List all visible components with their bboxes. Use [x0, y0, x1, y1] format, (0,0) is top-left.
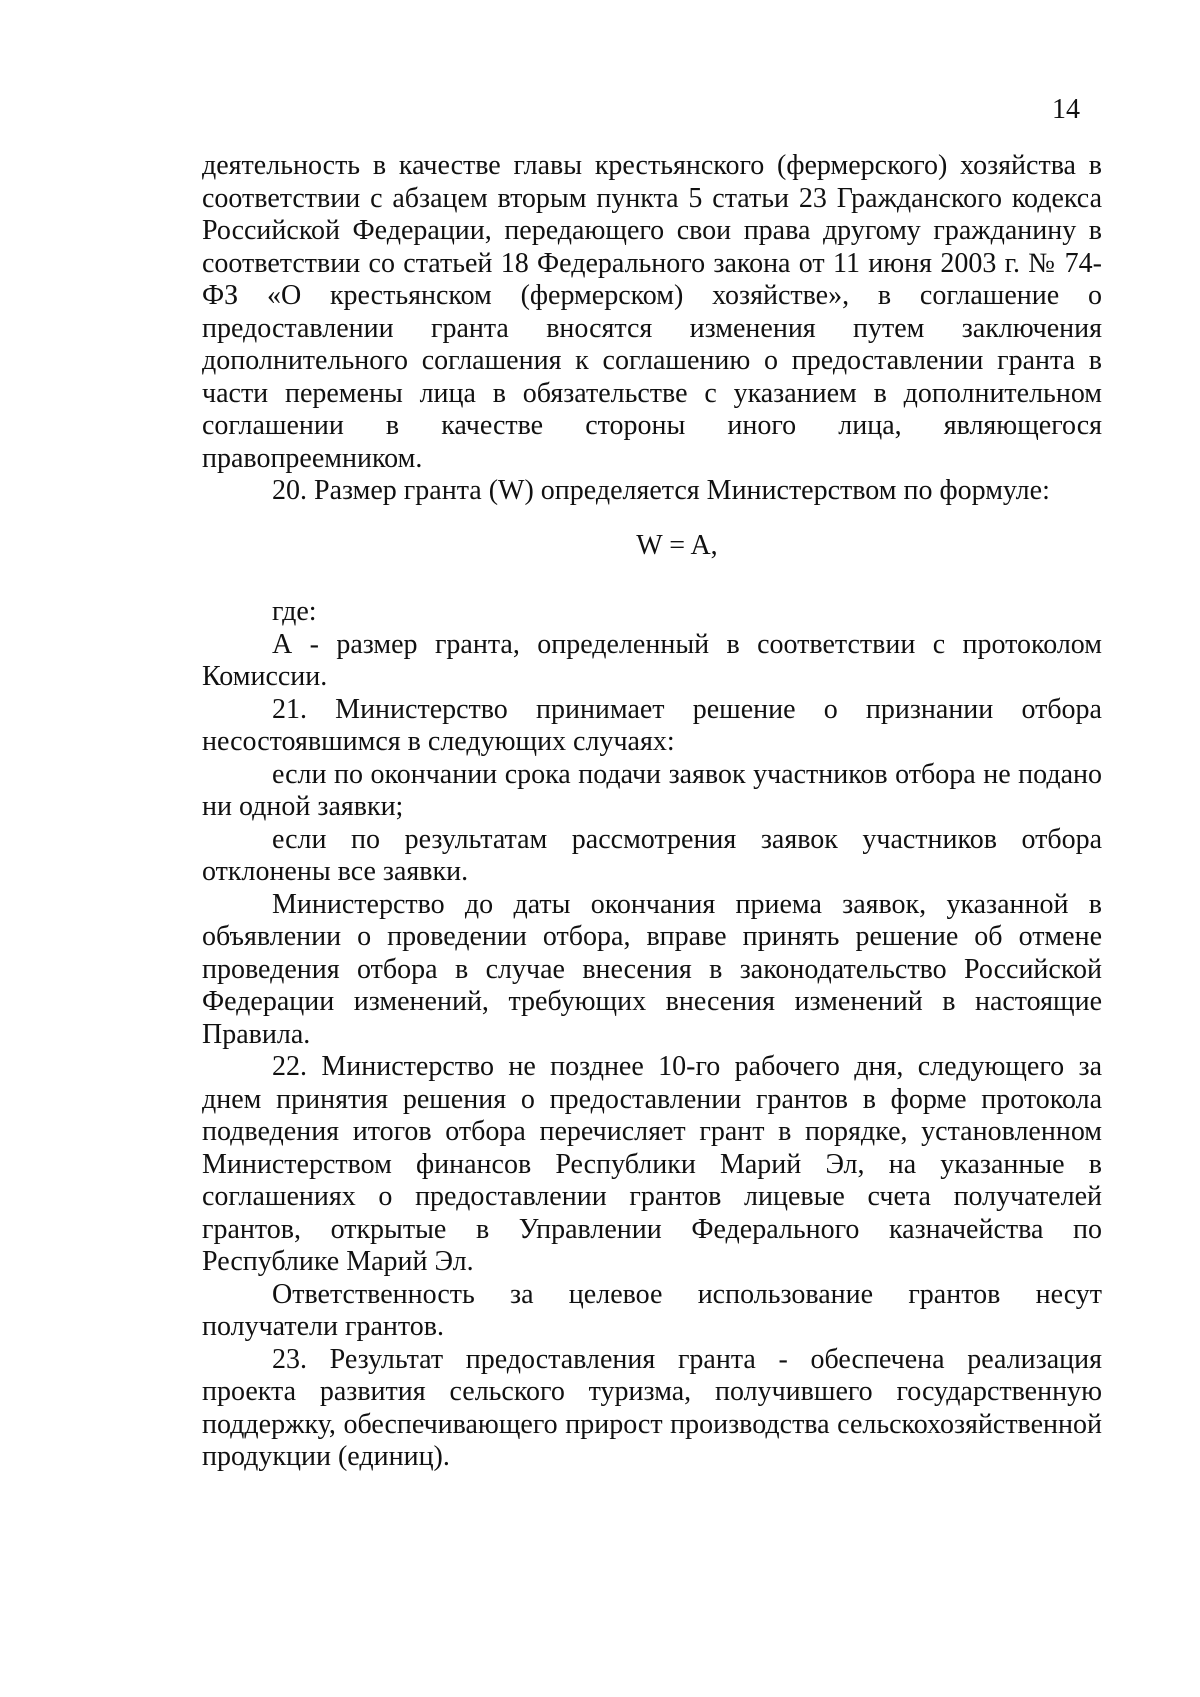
paragraph-item-20: 20. Размер гранта (W) определяется Министерством по формуле: — [272, 475, 1050, 506]
paragraph-item-23: 23. Результат предоставления гранта - обеспечена реализация проекта развития сельского туризма, получившего государственную поддержку, обеспечивающего прирост производства сельскохозяйственной продукции (единиц). — [202, 1343, 1102, 1472]
paragraph-item-21: 21. Министерство принимает решение о признании отбора несостоявшимся в следующих случаях: — [202, 693, 1102, 757]
paragraph: деятельность в качестве главы крестьянского (фермерского) хозяйства в соответствии с абзацем вторым пункта 5 статьи 23 Гражданского кодекса Российской Федерации, передающего свои права другому гражданину в соответствии со статьей 18 Федерального закона от 11 июня 2003 г. № 74-ФЗ «О крестьянском (фермерском) хозяйстве», в соглашение о предоставлении гранта вносятся изменения путем заключения дополнительного соглашения к соглашению о предоставлении гранта в части перемены лица в обязательстве с указанием в дополнительном соглашении в качестве стороны иного лица, являющегося правопреемником. — [202, 150, 1102, 474]
paragraph: Министерство до даты окончания приема заявок, указанной в объявлении о проведении отбора, вправе принять решение об отмене проведения отбора в случае внесения в законодательство Российской Федерации изменений, требующих внесения изменений в настоящие Правила. — [202, 888, 1102, 1050]
paragraph-case-1: если по окончании срока подачи заявок участников отбора не подано ни одной заявки; — [202, 758, 1102, 822]
paragraph-case-2: если по результатам рассмотрения заявок участников отбора отклонены все заявки. — [202, 823, 1102, 887]
page-number: 14 — [1052, 94, 1080, 125]
document-body — [202, 150, 1102, 1474]
formula: W = A, — [636, 529, 718, 561]
paragraph-definition: А - размер гранта, определенный в соответствии с протоколом Комиссии. — [202, 628, 1102, 692]
paragraph: Ответственность за целевое использование грантов несут получатели грантов. — [202, 1278, 1102, 1342]
paragraph-where: где: — [272, 596, 317, 627]
paragraph-item-22: 22. Министерство не позднее 10-го рабочего дня, следующего за днем принятия решения о предоставлении грантов в форме протокола подведения итогов отбора перечисляет грант в порядке, установленном Министерством финансов Республики Марий Эл, на указанные в соглашениях о предоставлении грантов лицевые счета получателей грантов, открытые в Управлении Федерального казначейства по Республике Марий Эл. — [202, 1051, 1102, 1277]
